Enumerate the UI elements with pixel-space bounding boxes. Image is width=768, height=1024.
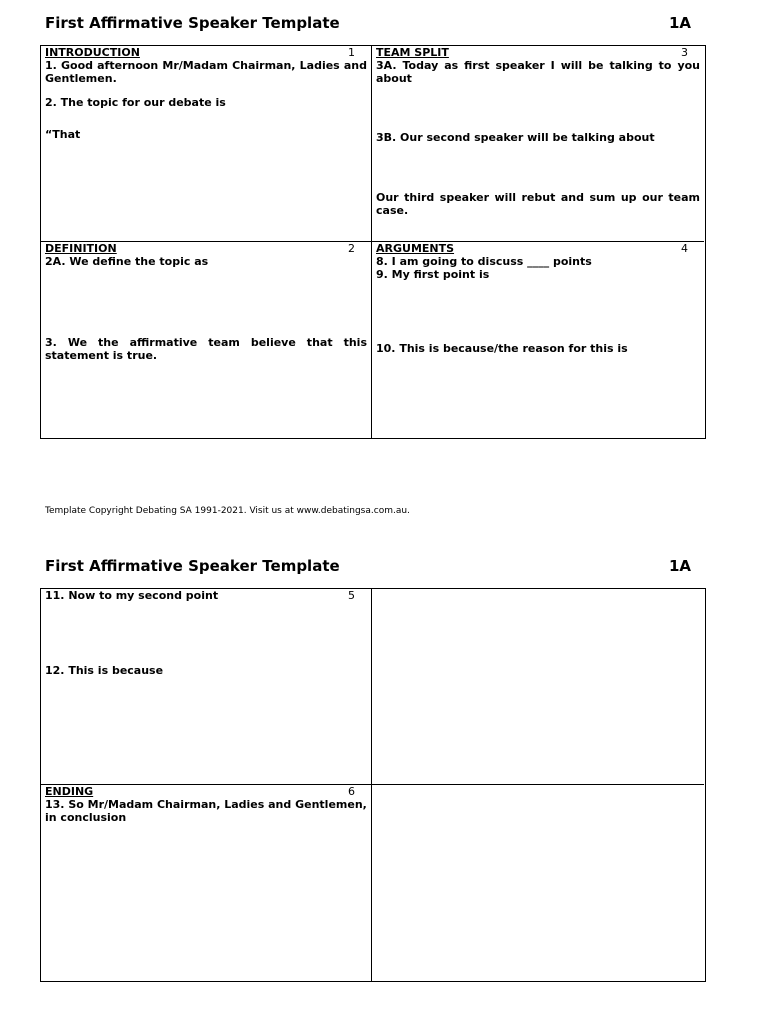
page-title: First Affirmative Speaker Template — [45, 14, 340, 32]
second-point-line: 11. Now to my second point — [45, 589, 219, 602]
blank-cell — [372, 589, 704, 785]
cell-number: 2 — [348, 242, 355, 255]
because-line: 12. This is because — [45, 664, 164, 677]
definition-cell — [41, 242, 372, 438]
that-line: “That — [45, 128, 81, 141]
cell-number: 3 — [681, 46, 688, 59]
template-code: 1A — [669, 14, 692, 32]
cell-number: 5 — [348, 589, 355, 602]
arguments-heading: ARGUMENTS — [376, 242, 455, 255]
first-speaker-line: 3A. Today as first speaker I will be talking to you about — [376, 59, 700, 85]
team-split-cell — [372, 46, 704, 242]
ending-heading: ENDING — [45, 785, 94, 798]
define-topic-line: 2A. We define the topic as — [45, 255, 209, 268]
points-count-line: 8. I am going to discuss ____ points — [376, 255, 592, 268]
template-code: 1A — [669, 557, 692, 575]
template-grid — [40, 588, 706, 982]
introduction-heading: INTRODUCTION — [45, 46, 140, 59]
template-grid — [40, 45, 706, 439]
reason-line: 10. This is because/the reason for this is — [376, 342, 628, 355]
affirmative-belief-line: 3. We the affirmative team believe that this statement is true. — [45, 336, 367, 362]
cell-number: 6 — [348, 785, 355, 798]
definition-heading: DEFINITION — [45, 242, 117, 255]
topic-line: 2. The topic for our debate is — [45, 96, 226, 109]
arguments-cell — [372, 242, 704, 438]
blank-cell — [372, 785, 704, 981]
copyright-footer: Template Copyright Debating SA 1991-2021. Visit us at www.debatingsa.com.au. — [45, 506, 410, 516]
ending-cell — [41, 785, 372, 981]
team-split-heading: TEAM SPLIT — [376, 46, 449, 59]
second-speaker-line: 3B. Our second speaker will be talking about — [376, 131, 655, 144]
cell-number: 4 — [681, 242, 688, 255]
introduction-cell — [41, 46, 372, 242]
second-point-cell — [41, 589, 372, 785]
first-point-line: 9. My first point is — [376, 268, 490, 281]
cell-number: 1 — [348, 46, 355, 59]
page-title: First Affirmative Speaker Template — [45, 557, 340, 575]
conclusion-line: 13. So Mr/Madam Chairman, Ladies and Gentlemen, in conclusion — [45, 798, 367, 824]
greeting-line: 1. Good afternoon Mr/Madam Chairman, Ladies and Gentlemen. — [45, 59, 367, 85]
third-speaker-line: Our third speaker will rebut and sum up our team case. — [376, 191, 700, 217]
